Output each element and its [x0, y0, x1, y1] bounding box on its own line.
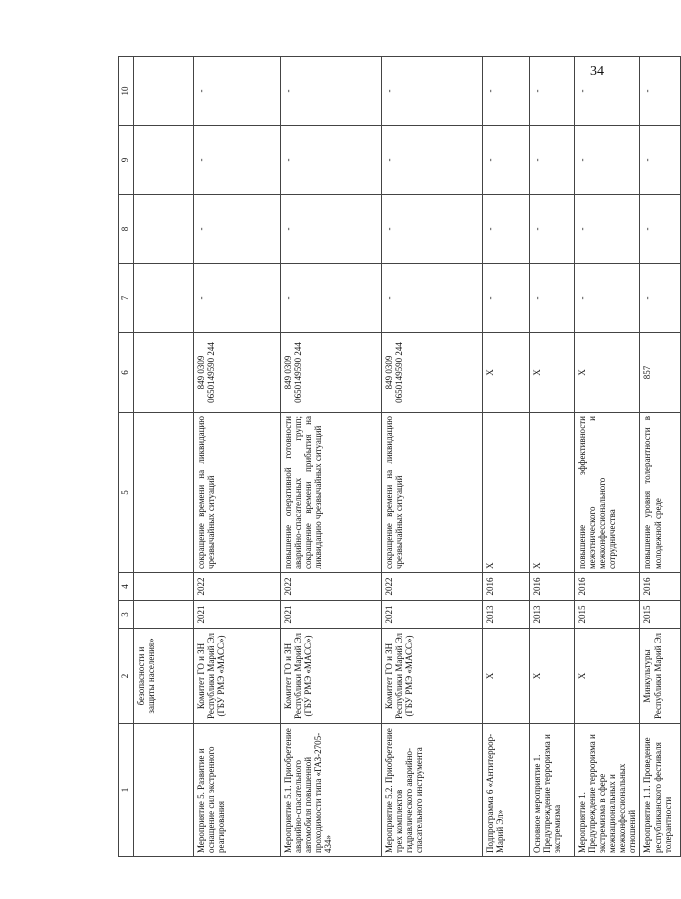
- value-cell-10: -: [530, 57, 575, 126]
- value-cell-10: -: [483, 57, 530, 126]
- result-cell: сокращение времени на ликвидацию чрезвычайных ситуаций: [194, 413, 281, 573]
- start-year-cell: 2015: [640, 601, 681, 629]
- result-cell: повышение уровня толерантности в молодежной среде: [640, 413, 681, 573]
- result-cell: Х: [530, 413, 575, 573]
- column-header: 10: [119, 57, 134, 126]
- measure-name-cell: Мероприятие 5. Развитие и оснащение сил экстренного реагирования: [194, 724, 281, 857]
- column-header: 2: [119, 629, 134, 724]
- result-cell: повышение эффективности межэтнического и межконфессионального сотрудничества: [575, 413, 640, 573]
- column-header: 6: [119, 333, 134, 413]
- value-cell-8: -: [530, 195, 575, 264]
- table-row-continuation: [134, 57, 194, 857]
- responsible-cell: Комитет ГО и ЗН Республики Марий Эл (ГБУ РМЭ «МАСС»): [382, 629, 483, 724]
- budget-code-cell: Х: [530, 333, 575, 413]
- table-row-measure-5: [194, 57, 281, 857]
- table-row-measure-1-1: [640, 57, 681, 857]
- result-cell: сокращение времени на ликвидацию чрезвычайных ситуаций: [382, 413, 483, 573]
- start-year-cell: 2021: [382, 601, 483, 629]
- value-cell-9: -: [281, 126, 382, 195]
- table-row-subprogram-6: [483, 57, 530, 857]
- column-header: 7: [119, 264, 134, 333]
- value-cell-8: -: [575, 195, 640, 264]
- value-cell-9: -: [530, 126, 575, 195]
- budget-code-cell: Х: [575, 333, 640, 413]
- value-cell-7: -: [194, 264, 281, 333]
- column-header: 1: [119, 724, 134, 857]
- value-cell-10: -: [281, 57, 382, 126]
- start-year-cell: 2013: [483, 601, 530, 629]
- value-cell-7: -: [575, 264, 640, 333]
- end-year-cell: [134, 573, 194, 601]
- budget-code-cell: 849 0309 0650149590 244: [382, 333, 483, 413]
- measure-name-cell: Мероприятие 1.1. Проведение республиканского фестиваля толерантности: [640, 724, 681, 857]
- end-year-cell: 2016: [640, 573, 681, 601]
- value-cell-10: -: [575, 57, 640, 126]
- page-number: 34: [590, 64, 604, 79]
- value-cell-10: -: [640, 57, 681, 126]
- value-cell-9: -: [194, 126, 281, 195]
- column-header: 8: [119, 195, 134, 264]
- responsible-cell: Минкультуры Республики Марий Эл: [640, 629, 681, 724]
- budget-code-cell: Х: [483, 333, 530, 413]
- result-cell: Х: [483, 413, 530, 573]
- value-cell-7: [134, 264, 194, 333]
- value-cell-7: -: [382, 264, 483, 333]
- result-cell: повышение оперативной готовности аварийно-спасательных групп; сокращение времени прибытия на ликвидацию чрезвычайных ситуаций: [281, 413, 382, 573]
- column-header: 3: [119, 601, 134, 629]
- value-cell-10: -: [382, 57, 483, 126]
- responsible-cell: Комитет ГО и ЗН Республики Марий Эл (ГБУ РМЭ «МАСС»): [281, 629, 382, 724]
- table-row-measure-1: [575, 57, 640, 857]
- column-header: 5: [119, 413, 134, 573]
- value-cell-8: -: [281, 195, 382, 264]
- start-year-cell: 2021: [281, 601, 382, 629]
- value-cell-8: -: [194, 195, 281, 264]
- value-cell-8: [134, 195, 194, 264]
- start-year-cell: 2015: [575, 601, 640, 629]
- measure-name-cell: Подпрограмма 6 «Антитеррор-Марий Эл»: [483, 724, 530, 857]
- header-row: [119, 57, 134, 857]
- value-cell-10: -: [194, 57, 281, 126]
- measure-name-cell: Мероприятие 1. Предупреждение терроризма и экстремизма в сфере межнациональных и межконфессиональных отношений: [575, 724, 640, 857]
- value-cell-8: -: [483, 195, 530, 264]
- end-year-cell: 2016: [483, 573, 530, 601]
- responsible-cell: Комитет ГО и ЗН Республики Марий Эл (ГБУ РМЭ «МАСС»): [194, 629, 281, 724]
- value-cell-8: -: [382, 195, 483, 264]
- column-header: 9: [119, 126, 134, 195]
- value-cell-7: -: [640, 264, 681, 333]
- table-row-main-measure-1: [530, 57, 575, 857]
- value-cell-9: [134, 126, 194, 195]
- start-year-cell: 2021: [194, 601, 281, 629]
- column-header: 4: [119, 573, 134, 601]
- measure-name-cell: [134, 724, 194, 857]
- budget-code-cell: 849 0309 0650149590 244: [281, 333, 382, 413]
- start-year-cell: [134, 601, 194, 629]
- measure-name-cell: Мероприятие 5.1. Приобретение аварийно-спасательного автомобиля повышенной проходимости типа «ГАЗ-2705-434»: [281, 724, 382, 857]
- responsible-cell: Х: [530, 629, 575, 724]
- responsible-cell: безопасности и защиты населения»: [134, 629, 194, 724]
- responsible-cell: Х: [575, 629, 640, 724]
- program-measures-table: [118, 56, 681, 857]
- value-cell-10: [134, 57, 194, 126]
- value-cell-9: -: [575, 126, 640, 195]
- responsible-cell: Х: [483, 629, 530, 724]
- budget-code-cell: 857: [640, 333, 681, 413]
- value-cell-7: -: [530, 264, 575, 333]
- value-cell-9: -: [640, 126, 681, 195]
- end-year-cell: 2022: [382, 573, 483, 601]
- end-year-cell: 2022: [194, 573, 281, 601]
- end-year-cell: 2022: [281, 573, 382, 601]
- budget-code-cell: [134, 333, 194, 413]
- measure-name-cell: Основное мероприятие 1. Предупреждение терроризма и экстремизма: [530, 724, 575, 857]
- value-cell-7: -: [483, 264, 530, 333]
- value-cell-9: -: [483, 126, 530, 195]
- start-year-cell: 2013: [530, 601, 575, 629]
- value-cell-9: -: [382, 126, 483, 195]
- value-cell-8: -: [640, 195, 681, 264]
- rotated-table-container: [118, 57, 673, 857]
- result-cell: [134, 413, 194, 573]
- end-year-cell: 2016: [530, 573, 575, 601]
- table-row-measure-5-2: [382, 57, 483, 857]
- measure-name-cell: Мероприятие 5.2. Приобретение трех комплектов гидравлического аварийно-спасательного инструмента: [382, 724, 483, 857]
- end-year-cell: 2016: [575, 573, 640, 601]
- budget-code-cell: 849 0309 0650149590 244: [194, 333, 281, 413]
- table-row-measure-5-1: [281, 57, 382, 857]
- value-cell-7: -: [281, 264, 382, 333]
